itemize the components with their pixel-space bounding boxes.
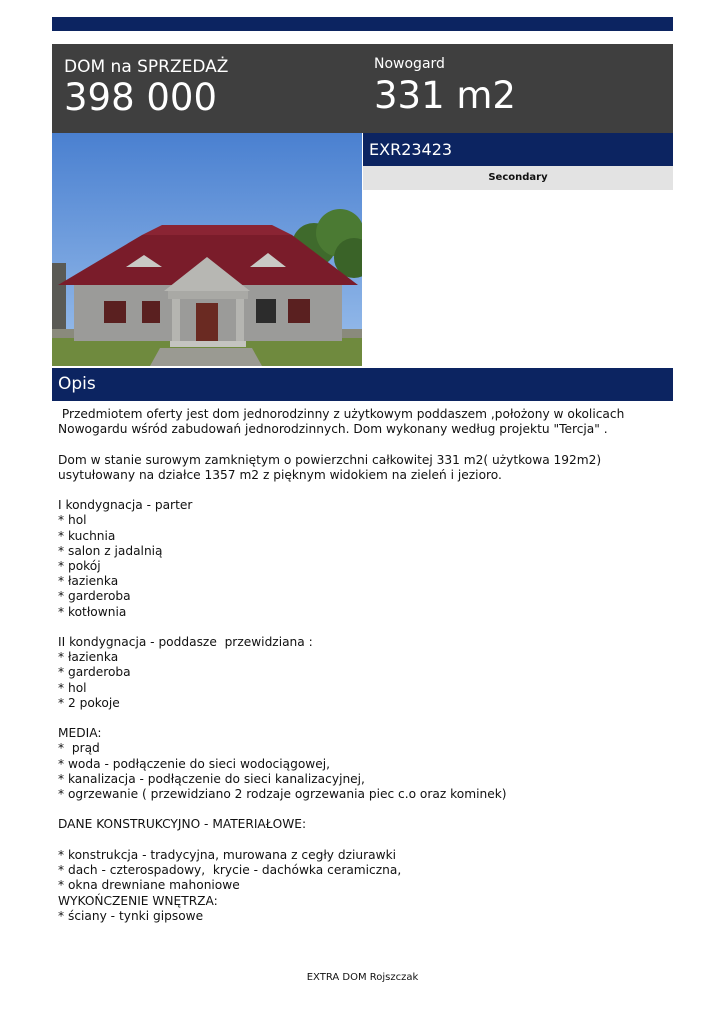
area: 331 m2 (374, 74, 516, 117)
listing-header (52, 44, 673, 133)
top-accent-bar (52, 17, 673, 31)
market-type: Secondary (363, 166, 673, 190)
section-title: Opis (58, 374, 96, 394)
property-photo (52, 133, 362, 366)
footer-agency: EXTRA DOM Rojszczak (306, 972, 419, 983)
reference-number: EXR23423 (369, 140, 453, 159)
section-header (52, 368, 673, 401)
price: 398 000 (64, 76, 218, 119)
property-type-label: DOM na SPRZEDAŻ (64, 57, 229, 77)
property-description: Przedmiotem oferty jest dom jednorodzinny z użytkowym poddaszem ,położony w okolicach Nowogardu wśród zabudowań jednorodzinnych. Dom wykonany według projektu "Tercja" . Dom w stanie surowym zamkniętym o powierzchni całkowitej 331 m2( użytkowa 192m2) usytułowany na działce 1357 m2 z pięknym widokiem na zieleń i jezioro. I kondygnacja - parter * hol * kuchnia * salon z jadalnią * pokój * łazienka * garderoba * kotłownia II kondygnacja - poddasze przewidziana : * łazienka * garderoba * hol * 2 pokoje MEDIA: * prąd * woda - podłączenie do sieci wodociągowej, * kanalizacja - podłączenie do sieci kanalizacyjnej, * ogrzewanie ( przewidziano 2 rodzaje ogrzewania piec c.o oraz kominek) DANE KONSTRUKCYJNO - MATERIAŁOWE: * konstrukcja - tradycyjna, murowana z cegły dziurawki * dach - czterospadowy, krycie - dachówka ceramiczna, * okna drewniane mahoniowe WYKOŃCZENIE WNĘTRZA: * ściany - tynki gipsowe (58, 407, 625, 923)
reference-bar (363, 133, 673, 166)
city: Nowogard (374, 56, 445, 72)
